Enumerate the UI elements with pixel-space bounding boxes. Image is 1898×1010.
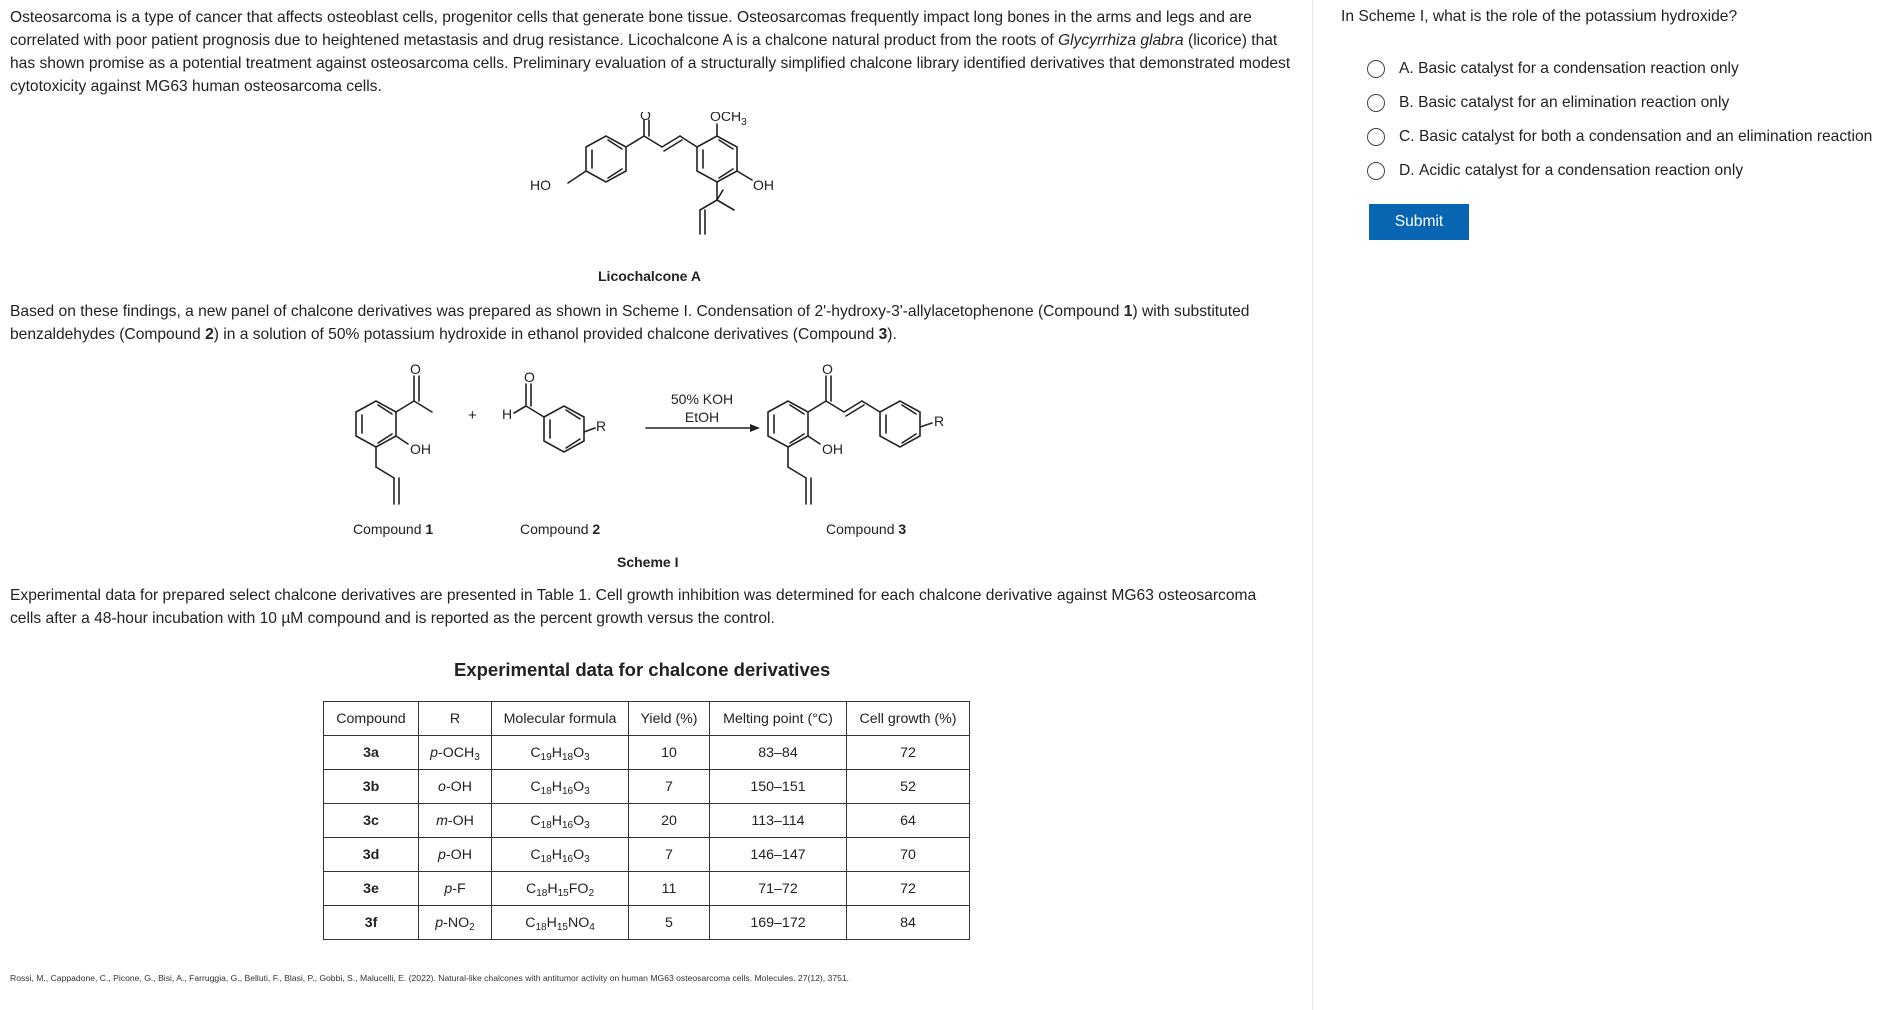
cell-melting-point: 169–172 bbox=[710, 906, 847, 940]
header-cell-growth: Cell growth (%) bbox=[847, 702, 970, 736]
radio-b[interactable] bbox=[1367, 94, 1385, 112]
compound2-h-label: H bbox=[502, 406, 513, 422]
reagent-koh: 50% KOH bbox=[670, 391, 734, 407]
cell-melting-point: 113–114 bbox=[710, 804, 847, 838]
cell-yield: 5 bbox=[629, 906, 710, 940]
table-title: Experimental data for chalcone derivatives bbox=[454, 659, 831, 680]
table-row bbox=[324, 872, 970, 906]
cell-cell-growth: 52 bbox=[847, 770, 970, 804]
genus-name: Glycyrrhiza glabra bbox=[1058, 32, 1184, 49]
cell-yield: 11 bbox=[629, 872, 710, 906]
cell-cell-growth: 64 bbox=[847, 804, 970, 838]
answer-options bbox=[1367, 52, 1872, 188]
radio-d[interactable] bbox=[1367, 162, 1385, 180]
cell-cell-growth: 72 bbox=[847, 872, 970, 906]
cell-r-group: o-OH bbox=[419, 770, 492, 804]
option-c-text: Basic catalyst for both a condensation and an elimination reaction bbox=[1418, 128, 1873, 145]
cell-r-group: $p-NO_2$ bbox=[419, 906, 492, 940]
cell-formula: $C_{18}H_{16}O_3$ bbox=[492, 770, 629, 804]
cell-compound: 3c bbox=[324, 804, 419, 838]
table-row bbox=[324, 770, 970, 804]
compound2-o-label: O bbox=[524, 369, 535, 385]
compound1-label: Compound 1 bbox=[353, 521, 434, 537]
header-formula: Molecular formula bbox=[492, 702, 629, 736]
cell-cell-growth: 72 bbox=[847, 736, 970, 770]
compound3-label: Compound 3 bbox=[826, 521, 907, 537]
cell-r-group: p-F bbox=[419, 872, 492, 906]
cell-cell-growth: 84 bbox=[847, 906, 970, 940]
option-b[interactable] bbox=[1367, 86, 1872, 120]
licochalcone-structure bbox=[520, 112, 820, 262]
table-row bbox=[324, 804, 970, 838]
option-d-text: Acidic catalyst for a condensation reaction only bbox=[1418, 162, 1744, 179]
cell-r-group: p-OH bbox=[419, 838, 492, 872]
header-melting-point: Melting point (°C) bbox=[710, 702, 847, 736]
cell-melting-point: 150–151 bbox=[710, 770, 847, 804]
question-prompt: In Scheme I, what is the role of the potassium hydroxide? bbox=[1341, 8, 1738, 25]
cell-formula: $C_{18}H_{15}FO_2$ bbox=[492, 872, 629, 906]
radio-a[interactable] bbox=[1367, 60, 1385, 78]
cell-yield: 7 bbox=[629, 770, 710, 804]
table-header-row bbox=[324, 702, 970, 736]
header-r: R bbox=[419, 702, 492, 736]
cell-compound: 3e bbox=[324, 872, 419, 906]
methoxy-label: $OCH_3$ bbox=[710, 112, 747, 128]
data-paragraph: Experimental data for prepared select chalcone derivatives are presented in Table 1. Cell growth inhibition was determined for each chalcone derivative against MG63 osteosarcoma cells after a 48-hour incubation with 10 µM compound and is reported as the percent growth versus the control. bbox=[10, 587, 1257, 627]
scheme-paragraph: Based on these findings, a new panel of chalcone derivatives was prepared as shown in Scheme I. Condensation of 2'-hydroxy-3'-allylacetophenone (Compound 1) with substituted benzaldehydes (Compound 2) in a solution of 50% potassium hydroxide in ethanol provided chalcone derivatives (Compound 3). bbox=[10, 303, 1250, 343]
option-d-letter: D. bbox=[1399, 162, 1415, 179]
option-a-text: Basic catalyst for a condensation reaction only bbox=[1418, 60, 1739, 77]
header-yield: Yield (%) bbox=[629, 702, 710, 736]
reference-citation: Rossi, M., Cappadone, C., Picone, G., Bisi, A., Farruggia, G., Belluti, F., Blasi, P., Gobbi, S., Malucelli, E. (2022). Natural-like chalcones with antitumor activity on human MG63 osteosarcoma cells. Molecules. 27(12), 3751. bbox=[10, 973, 850, 983]
compound2-r-label: R bbox=[596, 418, 607, 434]
cell-compound: 3f bbox=[324, 906, 419, 940]
option-c[interactable] bbox=[1367, 120, 1872, 154]
compound2-label: Compound 2 bbox=[520, 521, 601, 537]
question-pane bbox=[1313, 0, 1898, 1010]
cell-formula: $C_{18}H_{15}NO_4$ bbox=[492, 906, 629, 940]
ho-label: HO bbox=[530, 177, 551, 193]
compound3-r-label: R bbox=[934, 413, 945, 429]
option-b-text: Basic catalyst for an elimination reaction only bbox=[1418, 94, 1730, 111]
radio-c[interactable] bbox=[1367, 128, 1385, 146]
cell-yield: 10 bbox=[629, 736, 710, 770]
option-c-letter: C. bbox=[1399, 128, 1415, 145]
plus-sign: + bbox=[468, 407, 477, 424]
table-row bbox=[324, 736, 970, 770]
cell-melting-point: 71–72 bbox=[710, 872, 847, 906]
cell-compound: 3a bbox=[324, 736, 419, 770]
cell-formula: $C_{18}H_{16}O_3$ bbox=[492, 838, 629, 872]
reagent-etoh: EtOH bbox=[684, 409, 720, 425]
cell-melting-point: 146–147 bbox=[710, 838, 847, 872]
option-b-letter: B. bbox=[1399, 94, 1414, 111]
cell-r-group: $p-OCH_3$ bbox=[419, 736, 492, 770]
submit-button[interactable]: Submit bbox=[1369, 204, 1469, 240]
table-row bbox=[324, 838, 970, 872]
compound1-o-label: O bbox=[410, 361, 421, 377]
cell-melting-point: 83–84 bbox=[710, 736, 847, 770]
compound1-oh-label: OH bbox=[410, 441, 431, 457]
cell-yield: 20 bbox=[629, 804, 710, 838]
intro-paragraph: Osteosarcoma is a type of cancer that affects osteoblast cells, progenitor cells that generate bone tissue. Osteosarcomas frequently impact long bones in the arms and legs and are correlated with poor patient prognosis due to heightened metastasis and drug resistance. Licochalcone A is a chalcone natural product from the roots of Glycyrrhiza glabra (licorice) that has shown promise as a potential treatment against osteosarcoma cells. Preliminary evaluation of a structurally simplified chalcone library identified derivatives that demonstrated modest cytotoxicity against MG63 human osteosarcoma cells. bbox=[10, 9, 1291, 95]
cell-compound: 3d bbox=[324, 838, 419, 872]
cell-r-group: m-OH bbox=[419, 804, 492, 838]
cell-cell-growth: 70 bbox=[847, 838, 970, 872]
cell-yield: 7 bbox=[629, 838, 710, 872]
chalcone-data-table bbox=[323, 701, 970, 940]
cell-compound: 3b bbox=[324, 770, 419, 804]
oh-label: OH bbox=[753, 177, 774, 193]
option-a-letter: A. bbox=[1399, 60, 1414, 77]
carbonyl-o-label: O bbox=[640, 112, 651, 123]
compound3-oh-label: OH bbox=[822, 441, 843, 457]
option-d[interactable] bbox=[1367, 154, 1872, 188]
scheme-caption: Scheme I bbox=[617, 554, 679, 570]
cell-formula: $C_{18}H_{16}O_3$ bbox=[492, 804, 629, 838]
header-compound: Compound bbox=[324, 702, 419, 736]
compound3-o-label: O bbox=[822, 361, 833, 377]
table-row bbox=[324, 906, 970, 940]
cell-formula: $C_{19}H_{18}O_3$ bbox=[492, 736, 629, 770]
option-a[interactable] bbox=[1367, 52, 1872, 86]
licochalcone-caption: Licochalcone A bbox=[598, 268, 701, 284]
